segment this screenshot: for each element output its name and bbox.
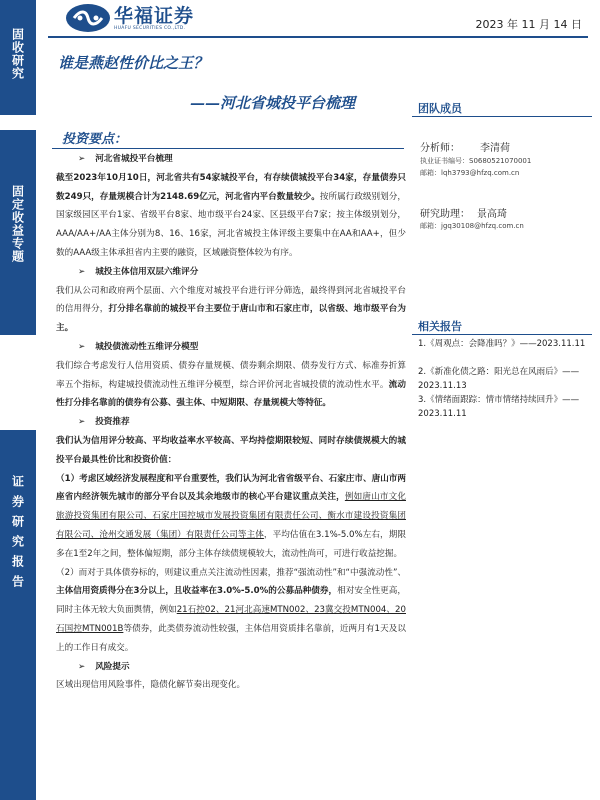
analyst-cert: 执业证书编号：S0680521070001 (420, 157, 532, 165)
key-points-heading: 投资要点： (62, 132, 128, 147)
report-date: 2023 年 11 月 14 日 (475, 18, 582, 31)
sidebar-report-type (0, 130, 36, 335)
team-divider (412, 116, 592, 117)
report-title: 谁是燕赵性价比之王？ (58, 54, 209, 72)
company-logo (66, 4, 194, 32)
paragraph: 区域出现信用风险事件，隐债化解节奏出现变化。 (56, 680, 246, 691)
assistant-email: 邮箱：jgq30108@hfzq.com.cn (420, 222, 524, 230)
paragraph: （2）而对于具体债券标的，则建议重点关注流动性因素，推荐“强流动性”和“中强流动性”、主体信用资质得分在3分以上，且收益率在3.0%-5.0%的公募品种债券，相对安全性更高，同时主体无较大负面舆情，例如21石控02、21河北高速MTN002、23冀交投MTN004、20石国控MTN001B等债券，此类债券流动性较强，主体信用资质排名靠前，近两月有1天及以上的工作日有成交。 (56, 567, 406, 653)
assistant-name: 景高琦 (477, 209, 507, 220)
paragraph: 我们综合考虑发行人信用资质、债券存量规模、债券剩余期限、债券发行方式、标准券折算率五个指标，构建城投债流动性五维评分模型，综合评价河北省城投债的流动性水平。流动性打分排名靠前的债券有公募、强主体、中短期限、存量规模大等特征。 (56, 360, 406, 409)
key-points-divider (52, 148, 404, 149)
related-heading: 相关报告 (418, 320, 462, 333)
report-subtitle: ——河北省城投平台梳理 (190, 94, 356, 112)
analyst-label: 分析师： (420, 143, 460, 154)
related-report-3[interactable]: 3.《情绪面跟踪：情市情绪持续回升》——2023.11.11 (418, 395, 580, 419)
paragraph: 截至2023年10月10日，河北省共有54家城投平台，有存续债城投平台34家，存量债券只数249只，存量规模合计为2148.69亿元，河北省内平台数量较少。按所属行政级别划分，国家级园区平台1家、省级平台8家、地市级平台24家、区县级平台7家；按主体级别划分，AAA/AA+/AA主体分别为8、16、16家，河北省城投主体评级主要集中在AA和AA+，但少数的AAA级主体承担省内主要的融资，区域融资整体较为有序。 (56, 172, 406, 258)
header-divider (48, 36, 588, 38)
related-report-2[interactable]: 2.《新准化债之路：阳光总在风雨后》——2023.11.13 (418, 367, 580, 391)
logo-name-cn: 华福证券 (114, 4, 195, 27)
sidebar-report-kind-label: 证券研究报告 (10, 475, 25, 595)
section-title: ➢ 风险提示 (56, 658, 406, 677)
key-points-body (56, 150, 406, 695)
sidebar-report-type-label: 固定收益专题 (10, 185, 25, 263)
section-title: ➢ 投资推荐 (56, 413, 406, 432)
page-header (48, 0, 596, 36)
logo-name-en: HUAFU SECURITIES CO.,LTD. (114, 25, 186, 31)
sidebar-category (0, 0, 36, 115)
section-title: ➢ 河北省城投平台梳理 (56, 150, 406, 169)
sidebar-report-kind (0, 430, 36, 800)
sidebar-category-label: 固收研究 (10, 28, 25, 80)
analyst-name: 李清荷 (480, 143, 510, 154)
assistant-label: 研究助理： (420, 209, 470, 220)
paragraph: 我们认为信用评分较高、平均收益率水平较高、平均持偿期限较短、同时存续债规模大的城投平台最具性价比和投资价值： (56, 435, 406, 465)
team-heading: 团队成员 (418, 102, 462, 115)
section-title: ➢ 城投主体信用双层六维评分 (56, 263, 406, 282)
related-divider (412, 334, 592, 335)
logo-mark-icon (66, 4, 110, 32)
related-report-1[interactable]: 1.《周观点：会降准吗？》——2023.11.11 (418, 339, 586, 349)
paragraph: （1）考虑区域经济发展程度和平台重要性，我们认为河北省省级平台、石家庄市、唐山市两座省内经济领先城市的部分平台以及其余地级市的核心平台建议重点关注，例如唐山市文化旅游投资集团有限公司、石家庄国控城市发展投资集团有限责任公司、衡水市建设投资集团有限公司、沧州交通发展（集团）有限责任公司等主体，平均估值在3.1%-5.0%左右，期限多在1至2年之间，整体偏短期，部分主体存续债规模较大，流动性尚可，可进行收益挖掘。 (56, 473, 406, 559)
section-title: ➢ 城投债流动性五维评分模型 (56, 338, 406, 357)
analyst-email: 邮箱：lqh3793@hfzq.com.cn (420, 169, 520, 177)
paragraph: 我们从公司和政府两个层面、六个维度对城投平台进行评分筛选，最终得到河北省城投平台的信用得分，打分排名靠前的城投平台主要位于唐山市和石家庄市，以省级、地市级平台为主。 (56, 285, 406, 334)
